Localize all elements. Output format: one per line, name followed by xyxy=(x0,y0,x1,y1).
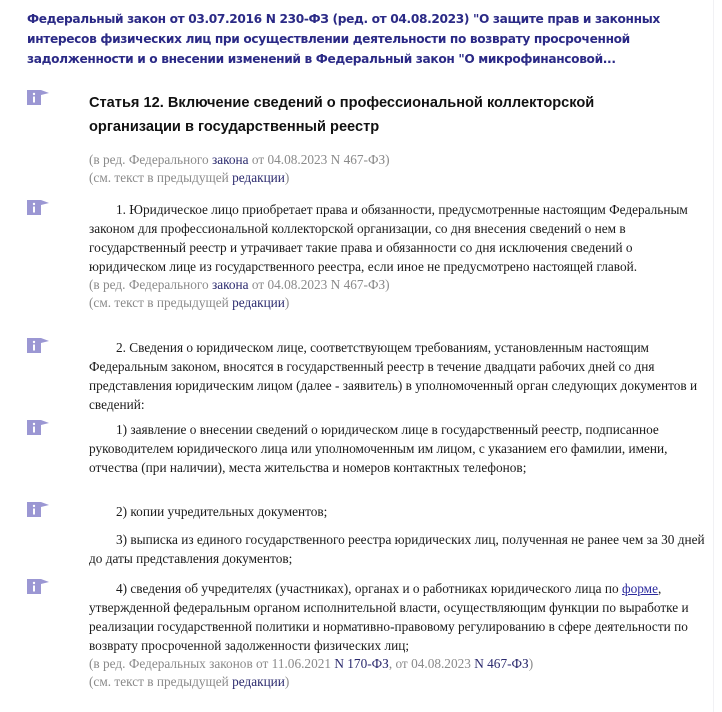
note-text: (в ред. Федерального xyxy=(89,152,212,167)
note-text: (в ред. Федеральных законов от 11.06.2021 xyxy=(89,656,335,671)
note-text: (в ред. Федерального xyxy=(89,277,212,292)
paragraph-text: 2. Сведения о юридическом лице, соответствующем требованиям, установленным настоящим Федеральным законом, вносятся в государственный реестр в течение двадцати рабочих дней со дня представления юридическим лицом (далее - заявитель) в уполномоченный орган следующих документов и сведений: xyxy=(89,340,698,412)
law-link[interactable]: закона xyxy=(211,277,249,292)
document-title-link[interactable]: Федеральный закон от 03.07.2016 N 230-ФЗ (ред. от 04.08.2023) "О защите прав и законных интересов физических лиц при осуществлении деятельности по возврату просроченной задолженности и о внесении изменений в Федеральный закон "О микрофинансовой... xyxy=(27,12,660,66)
note-text: ) xyxy=(528,656,534,671)
info-icon[interactable] xyxy=(25,579,49,594)
note-text: от 04.08.2023 N 467-ФЗ) xyxy=(248,152,390,167)
edition-link[interactable]: редакции xyxy=(232,674,285,689)
info-icon[interactable] xyxy=(25,338,49,353)
note-text: (см. текст в предыдущей xyxy=(89,170,233,185)
note-text: от 04.08.2023 N 467-ФЗ) xyxy=(248,277,390,292)
info-icon[interactable] xyxy=(25,90,49,105)
amendment-note xyxy=(89,276,709,294)
amendment-note xyxy=(89,655,709,673)
previous-edition-note xyxy=(89,673,709,691)
law-link-170[interactable]: N 170-ФЗ xyxy=(334,656,389,671)
list-item-text xyxy=(89,579,709,655)
edition-link[interactable]: редакции xyxy=(232,295,285,310)
note-text: (см. текст в предыдущей xyxy=(89,295,233,310)
note-text: (см. текст в предыдущей xyxy=(89,674,233,689)
note-text: , от 04.08.2023 xyxy=(388,656,475,671)
edition-link[interactable]: редакции xyxy=(232,170,285,185)
info-icon[interactable] xyxy=(25,200,49,215)
amendment-note xyxy=(89,151,709,169)
law-link-467[interactable]: N 467-ФЗ xyxy=(474,656,529,671)
paragraph-text: 1. Юридическое лицо приобретает права и обязанности, предусмотренные настоящим Федеральным законом для профессиональной коллекторской организации, со дня внесения сведений о нем в государственный реестр и утрачивает такие права и обязанности со дня исключения сведений о юридическом лице из государственного реестра, если иное не предусмотрено настоящей главой. xyxy=(89,202,688,274)
previous-edition-note xyxy=(89,169,709,187)
info-icon[interactable] xyxy=(25,502,49,517)
article-title: Статья 12. Включение сведений о профессиональной коллекторской организации в государственный реестр xyxy=(89,95,595,135)
law-link[interactable]: закона xyxy=(211,152,249,167)
previous-edition-note xyxy=(89,294,709,312)
note-text: ) xyxy=(284,674,290,689)
list-item-text: 2) копии учредительных документов; xyxy=(116,504,328,519)
scrollbar-track xyxy=(713,0,714,712)
info-icon[interactable] xyxy=(25,420,49,435)
list-item-text: 3) выписка из единого государственного реестра юридических лиц, полученная не ранее чем за 30 дней до даты представления документов; xyxy=(89,532,705,566)
item-text: , утвержденной федеральным органом исполнительной власти, осуществляющим функции по выработке и реализации государственной политики и нормативно-правовому регулированию в сфере деятельности по возврату просроченной задолженности физических лиц; xyxy=(89,581,689,653)
note-text: ) xyxy=(284,170,290,185)
list-item-text: 1) заявление о внесении сведений о юридическом лице в государственный реестр, подписанное руководителем юридического лица или уполномоченным им лицом, с указанием его фамилии, имени, отчества (при наличии), места жительства и номеров контактных телефонов; xyxy=(89,422,668,475)
item-text: 4) сведения об учредителях (участниках), органах и о работниках юридического лица по xyxy=(116,581,622,596)
note-text: ) xyxy=(284,295,290,310)
form-link[interactable]: форме xyxy=(621,581,658,596)
